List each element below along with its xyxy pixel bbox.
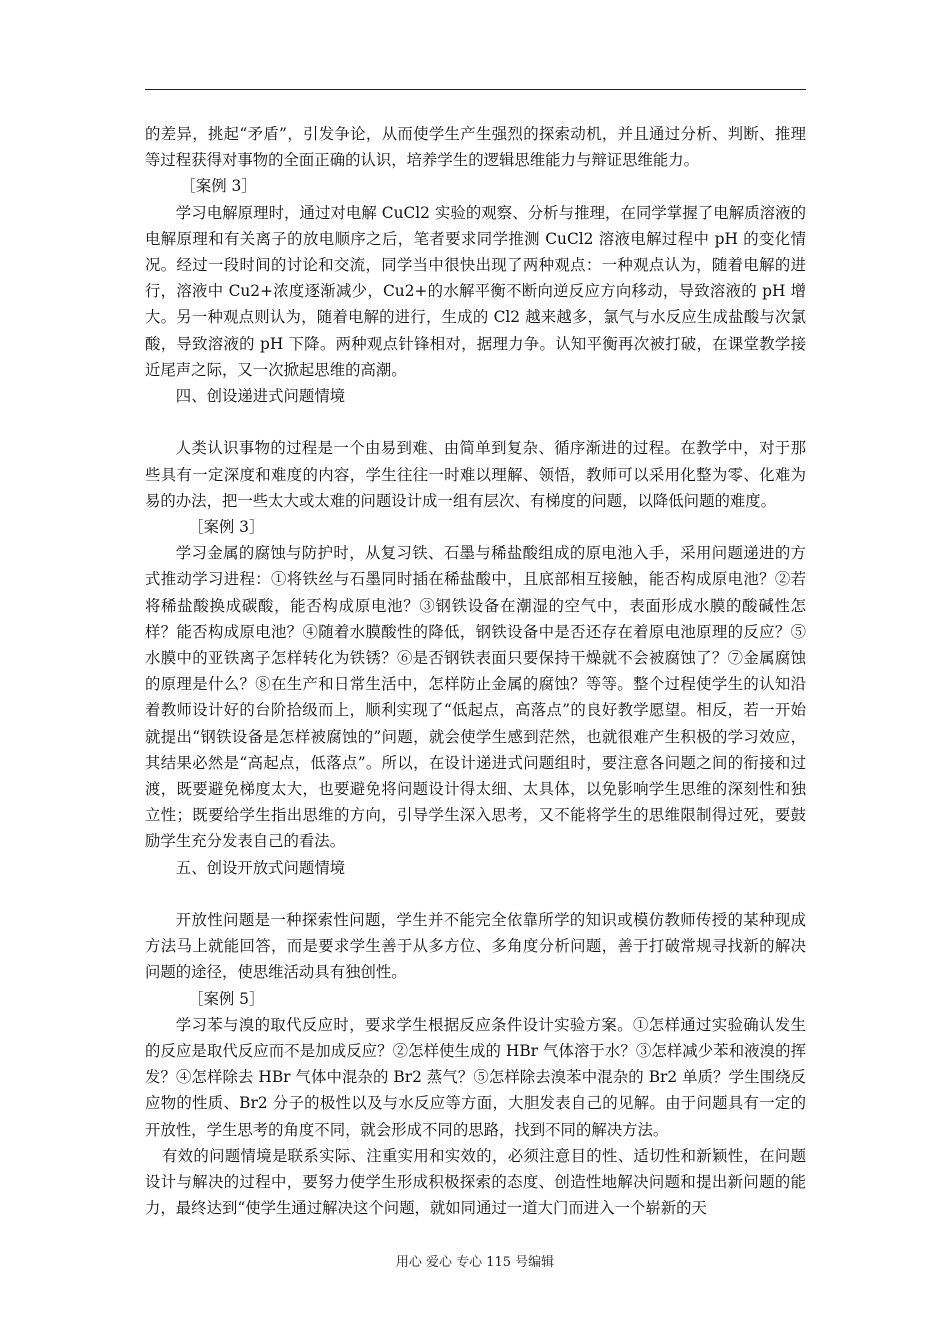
paragraph-case-bromination: 学习苯与溴的取代反应时，要求学生根据反应条件设计实验方案。①怎样通过实验确认发生的反应是取代反应而不是加成反应？②怎样使生成的 HBr 气体溶于水？③怎样减少苯和液溴的挥发？④怎样除去 HBr 气体中混杂的 Br2 蒸气？⑤怎样除去溴苯中混杂的 Br2 单质？学生围绕反应物的性质、Br2 分子的极性以及与水反应等方面，大胆发表自己的见解。由于问题具有一定的开放性，学生思考的角度不同，就会形成不同的思路，找到不同的解决方法。 — [145, 1015, 806, 1139]
section-heading-5: 五、创设开放式问题情境 — [175, 858, 346, 877]
paragraph-continuation: 的差异，挑起“矛盾”，引发争论，从而使学生产生强烈的探索动机，并且通过分析、判断、推理等过程获得对事物的全面正确的认识，培养学生的逻辑思维能力与辩证思维能力。 — [145, 125, 806, 170]
blank-line — [145, 409, 806, 435]
case-label: ［案例 5］ — [188, 989, 265, 1008]
blank-line — [145, 881, 806, 907]
paragraph-conclusion: 有效的问题情境是联系实际、注重实用和实效的，必须注意目的性、适切性和新颖性，在问题设计与解决的过程中，要努力使学生形成积极探索的态度、创造性地解决问题和提出新问题的能力，最终达到“使学生通过解决这个问题，就如同通过一道大门而进入一个崭新的天 — [145, 1146, 806, 1218]
document-body — [145, 121, 806, 1222]
paragraph-open-intro: 开放性问题是一种探索性问题，学生并不能完全依靠所学的知识或模仿教师传授的某种现成方法马上就能回答，而是要求学生善于从多方位、多角度分析问题，善于打破常规寻找新的解决问题的途径，使思维活动具有独创性。 — [145, 911, 806, 982]
section-heading-4: 四、创设递进式问题情境 — [175, 387, 346, 406]
header-rule — [145, 89, 806, 90]
page-footer: 用心 爱心 专心 115 号编辑 — [395, 1255, 555, 1270]
case-label: ［案例 3］ — [188, 518, 265, 537]
paragraph-case-corrosion: 学习金属的腐蚀与防护时，从复习铁、石墨与稀盐酸组成的原电池入手，采用问题递进的方式推动学习进程：①将铁丝与石墨同时插在稀盐酸中，且底部相互接触，能否构成原电池？②若将稀盐酸换成碳酸，能否构成原电池？③钢铁设备在潮湿的空气中，表面形成水膜的酸碱性怎样？能否构成原电池？④随着水膜酸性的降低，钢铁设备中是否还存在着原电池原理的反应？⑤水膜中的亚铁离子怎样转化为铁锈？⑥是否钢铁表面只要保持干燥就不会被腐蚀了？⑦金属腐蚀的原理是什么？⑧在生产和日常生活中，怎样防止金属的腐蚀？等等。整个过程使学生的认知沿着教师设计好的台阶拾级而上，顺利实现了“低起点，高落点”的良好教学愿望。相反，若一开始就提出“钢铁设备是怎样被腐蚀的”问题，就会使学生感到茫然，也就很难产生积极的学习效应，其结果必然是“高起点，低落点”。所以，在设计递进式问题组时，要注意各问题之间的衔接和过渡，既要避免梯度太大，也要避免将问题设计得太细、太具体，以免影响学生思维的深刻性和独立性；既要给学生指出思维的方向，引导学生深入思考，又不能将学生的思维限制得过死，要鼓励学生充分发表自己的看法。 — [145, 544, 806, 851]
case-label: ［案例 3］ — [180, 177, 257, 196]
paragraph-progressive-intro: 人类认识事物的过程是一个由易到难、由简单到复杂、循序渐进的过程。在教学中，对于那些具有一定深度和难度的内容，学生往往一时难以理解、领悟，教师可以采用化整为零、化难为易的办法，把一些太大或太难的问题设计成一组有层次、有梯度的问题，以降低问题的难度。 — [145, 439, 806, 510]
paragraph-case-electrolysis: 学习电解原理时，通过对电解 CuCl2 实验的观察、分析与推理，在同学掌握了电解质溶液的电解原理和有关离子的放电顺序之后，笔者要求同学推测 CuCl2 溶液电解过程中 pH 的变化情况。经过一段时间的讨论和交流，同学当中很快出现了两种观点：一种观点认为，随着电解的进行，溶液中 Cu2+浓度逐渐减少，Cu2+的水解平衡不断向逆反应方向移动，导致溶液的 pH 增大。另一种观点则认为，随着电解的进行，生成的 Cl2 越来越多，氯气与水反应生成盐酸与次氯酸，导致溶液的 pH 下降。两种观点针锋相对，据理力争。认知平衡再次被打破，在课堂教学接近尾声之际，又一次掀起思维的高潮。 — [145, 203, 806, 379]
